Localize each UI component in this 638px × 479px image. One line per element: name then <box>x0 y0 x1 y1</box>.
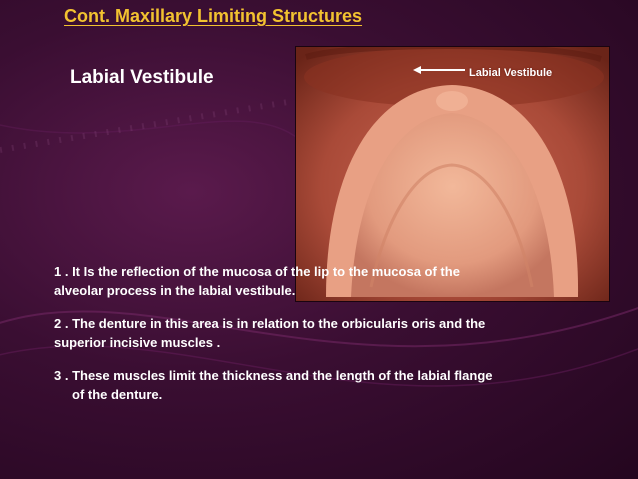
points-list <box>54 262 604 418</box>
point-3-line-2: of the denture. <box>72 387 163 402</box>
point-3 <box>54 366 604 404</box>
slide-title: Cont. Maxillary Limiting Structures <box>64 6 363 26</box>
point-2 <box>54 314 604 352</box>
point-2-line-1: 2 . The denture in this area is in relation to the orbicularis oris and the <box>54 316 486 331</box>
point-2-line-2: superior incisive muscles . <box>54 335 221 350</box>
point-1-line-2: alveolar process in the labial vestibule. <box>54 283 296 298</box>
point-1 <box>54 262 604 300</box>
arrow-left-icon <box>413 66 465 74</box>
point-1-line-1: 1 . It Is the reflection of the mucosa of the lip to the mucosa of the <box>54 264 460 279</box>
slide-subtitle: Labial Vestibule <box>70 67 214 88</box>
point-3-line-1: 3 . These muscles limit the thickness and the length of the labial flange <box>54 368 493 383</box>
photo-annotation-label: Labial Vestibule <box>469 67 553 79</box>
